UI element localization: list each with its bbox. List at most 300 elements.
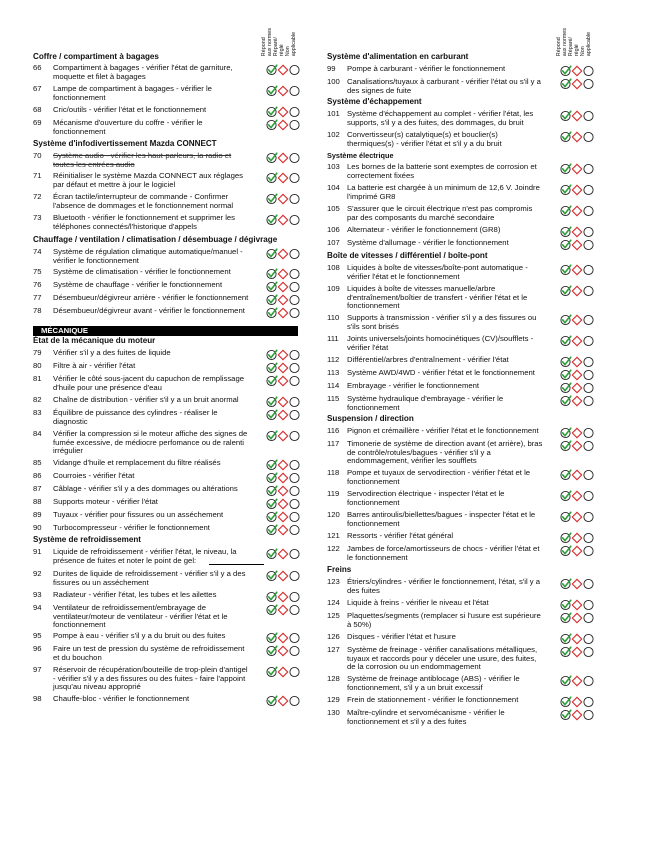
status-icons[interactable] bbox=[560, 65, 596, 77]
cross-diamond-icon[interactable] bbox=[278, 153, 287, 162]
check-circle-icon[interactable] bbox=[267, 667, 277, 676]
cross-diamond-icon[interactable] bbox=[278, 194, 287, 203]
check-circle-icon[interactable] bbox=[561, 336, 571, 345]
check-circle-icon[interactable] bbox=[267, 282, 277, 291]
status-icons[interactable] bbox=[266, 362, 302, 374]
status-icons[interactable] bbox=[560, 532, 596, 544]
description-line: Vérifier le côté sous-jacent du capuchon de remplissage bbox=[53, 374, 245, 383]
check-circle-icon[interactable] bbox=[267, 269, 277, 278]
section-heading: Boîte de vitesses / différentiel / boîte-pont bbox=[327, 251, 488, 260]
check-circle-icon[interactable] bbox=[267, 525, 277, 534]
check-circle-icon[interactable] bbox=[267, 173, 277, 182]
empty-circle-icon[interactable] bbox=[584, 697, 593, 706]
status-icons[interactable] bbox=[560, 696, 596, 708]
status-icons[interactable] bbox=[266, 666, 302, 678]
cross-diamond-icon[interactable] bbox=[572, 383, 581, 392]
cross-diamond-icon[interactable] bbox=[278, 308, 287, 317]
status-icons[interactable] bbox=[266, 268, 302, 280]
check-circle-icon[interactable] bbox=[267, 499, 277, 508]
empty-circle-icon[interactable] bbox=[584, 512, 593, 521]
empty-circle-icon[interactable] bbox=[290, 153, 299, 162]
cross-diamond-icon[interactable] bbox=[278, 512, 287, 521]
cross-diamond-icon[interactable] bbox=[572, 600, 581, 609]
check-circle-icon[interactable] bbox=[561, 697, 571, 706]
empty-circle-icon[interactable] bbox=[584, 164, 593, 173]
cross-diamond-icon[interactable] bbox=[278, 65, 287, 74]
check-circle-icon[interactable] bbox=[561, 66, 571, 75]
status-icons[interactable] bbox=[266, 632, 302, 644]
empty-circle-icon[interactable] bbox=[584, 647, 593, 656]
empty-circle-icon[interactable] bbox=[290, 86, 299, 95]
cross-diamond-icon[interactable] bbox=[278, 350, 287, 359]
empty-circle-icon[interactable] bbox=[584, 491, 593, 500]
empty-circle-icon[interactable] bbox=[584, 533, 593, 542]
check-circle-icon[interactable] bbox=[267, 633, 277, 642]
status-icons[interactable] bbox=[266, 459, 302, 471]
check-circle-icon[interactable] bbox=[561, 676, 571, 685]
cross-diamond-icon[interactable] bbox=[278, 525, 287, 534]
check-circle-icon[interactable] bbox=[561, 441, 571, 450]
check-circle-icon[interactable] bbox=[561, 79, 571, 88]
status-icons[interactable] bbox=[560, 205, 596, 217]
check-circle-icon[interactable] bbox=[267, 512, 277, 521]
cross-diamond-icon[interactable] bbox=[572, 132, 581, 141]
check-circle-icon[interactable] bbox=[267, 397, 277, 406]
status-icons[interactable] bbox=[266, 498, 302, 510]
cross-diamond-icon[interactable] bbox=[278, 473, 287, 482]
empty-circle-icon[interactable] bbox=[290, 696, 299, 705]
check-circle-icon[interactable] bbox=[561, 265, 571, 274]
empty-circle-icon[interactable] bbox=[290, 605, 299, 614]
cross-diamond-icon[interactable] bbox=[278, 363, 287, 372]
check-circle-icon[interactable] bbox=[561, 710, 571, 719]
cross-diamond-icon[interactable] bbox=[572, 676, 581, 685]
description-line: La batterie est chargée à un minimum de 12,6 V. Joindre bbox=[347, 183, 540, 192]
status-icons[interactable] bbox=[266, 193, 302, 205]
check-circle-icon[interactable] bbox=[561, 613, 571, 622]
empty-circle-icon[interactable] bbox=[584, 676, 593, 685]
empty-circle-icon[interactable] bbox=[290, 194, 299, 203]
check-circle-icon[interactable] bbox=[267, 308, 277, 317]
check-circle-icon[interactable] bbox=[267, 350, 277, 359]
item-description bbox=[347, 264, 561, 281]
status-icons[interactable] bbox=[266, 349, 302, 361]
check-circle-icon[interactable] bbox=[561, 579, 571, 588]
item-description bbox=[53, 548, 267, 565]
check-circle-icon[interactable] bbox=[561, 491, 571, 500]
status-icons[interactable] bbox=[560, 369, 596, 381]
item-number: 86 bbox=[33, 471, 42, 480]
cross-diamond-icon[interactable] bbox=[278, 282, 287, 291]
check-circle-icon[interactable] bbox=[267, 363, 277, 372]
empty-circle-icon[interactable] bbox=[584, 132, 593, 141]
status-icons[interactable] bbox=[266, 85, 302, 97]
empty-circle-icon[interactable] bbox=[290, 512, 299, 521]
status-icons[interactable] bbox=[266, 172, 302, 184]
status-icons[interactable] bbox=[266, 695, 302, 707]
item-description bbox=[53, 307, 267, 316]
status-icons[interactable] bbox=[266, 307, 302, 319]
section-heading: Système électrique bbox=[327, 151, 394, 160]
cross-diamond-icon[interactable] bbox=[572, 111, 581, 120]
check-circle-icon[interactable] bbox=[561, 634, 571, 643]
status-icons[interactable] bbox=[560, 184, 596, 196]
cross-diamond-icon[interactable] bbox=[572, 315, 581, 324]
check-circle-icon[interactable] bbox=[267, 410, 277, 419]
cross-diamond-icon[interactable] bbox=[572, 336, 581, 345]
status-icons[interactable] bbox=[560, 131, 596, 143]
status-icons[interactable] bbox=[560, 709, 596, 721]
status-icons[interactable] bbox=[560, 545, 596, 557]
description-line: Vérifier s'il y a des fuites de liquide bbox=[53, 348, 171, 357]
status-icons[interactable] bbox=[560, 226, 596, 238]
cross-diamond-icon[interactable] bbox=[572, 634, 581, 643]
description-line: fonctionnement bbox=[347, 476, 400, 486]
check-circle-icon[interactable] bbox=[267, 194, 277, 203]
empty-circle-icon[interactable] bbox=[584, 66, 593, 75]
empty-circle-icon[interactable] bbox=[290, 633, 299, 642]
status-icons[interactable] bbox=[266, 645, 302, 657]
check-circle-icon[interactable] bbox=[561, 428, 571, 437]
check-circle-icon[interactable] bbox=[561, 240, 571, 249]
check-circle-icon[interactable] bbox=[561, 286, 571, 295]
description-line: Liquide de refroidissement - vérifier l'état, le niveau, la bbox=[53, 547, 237, 556]
item-number: 108 bbox=[327, 263, 340, 272]
status-icons[interactable] bbox=[266, 375, 302, 387]
description-line: Plaquettes/segments (remplacer si l'usure est supérieure bbox=[347, 611, 541, 620]
cross-diamond-icon[interactable] bbox=[572, 579, 581, 588]
status-icons[interactable] bbox=[266, 64, 302, 76]
check-circle-icon[interactable] bbox=[267, 86, 277, 95]
status-icons[interactable] bbox=[266, 248, 302, 260]
item-description bbox=[53, 294, 267, 303]
check-circle-icon[interactable] bbox=[267, 696, 277, 705]
description-line: Pompe à carburant - vérifier le fonctionnement bbox=[347, 64, 506, 73]
check-circle-icon[interactable] bbox=[561, 396, 571, 405]
status-icons[interactable] bbox=[560, 239, 596, 251]
status-icons[interactable] bbox=[266, 396, 302, 408]
item-description bbox=[347, 578, 561, 595]
cross-diamond-icon[interactable] bbox=[278, 605, 287, 614]
empty-circle-icon[interactable] bbox=[290, 249, 299, 258]
item-number: 98 bbox=[33, 694, 42, 703]
check-circle-icon[interactable] bbox=[561, 512, 571, 521]
check-circle-icon[interactable] bbox=[561, 185, 571, 194]
empty-circle-icon[interactable] bbox=[290, 431, 299, 440]
description-line: Vérifier la compression si le moteur affiche des signes de bbox=[53, 429, 248, 438]
empty-circle-icon[interactable] bbox=[584, 336, 593, 345]
cross-diamond-icon[interactable] bbox=[278, 696, 287, 705]
empty-circle-icon[interactable] bbox=[290, 215, 299, 224]
check-circle-icon[interactable] bbox=[561, 470, 571, 479]
cross-diamond-icon[interactable] bbox=[572, 206, 581, 215]
empty-circle-icon[interactable] bbox=[290, 397, 299, 406]
cross-diamond-icon[interactable] bbox=[278, 633, 287, 642]
cross-diamond-icon[interactable] bbox=[572, 265, 581, 274]
cross-diamond-icon[interactable] bbox=[572, 164, 581, 173]
cross-diamond-icon[interactable] bbox=[572, 66, 581, 75]
check-circle-icon[interactable] bbox=[267, 486, 277, 495]
item-description bbox=[53, 268, 267, 277]
check-circle-icon[interactable] bbox=[267, 605, 277, 614]
status-icons[interactable] bbox=[266, 119, 302, 131]
cross-diamond-icon[interactable] bbox=[572, 286, 581, 295]
check-circle-icon[interactable] bbox=[267, 460, 277, 469]
cross-diamond-icon[interactable] bbox=[278, 486, 287, 495]
status-icons[interactable] bbox=[560, 675, 596, 687]
cross-diamond-icon[interactable] bbox=[278, 410, 287, 419]
item-description bbox=[53, 511, 267, 520]
check-circle-icon[interactable] bbox=[561, 357, 571, 366]
status-icons[interactable] bbox=[266, 409, 302, 421]
cross-diamond-icon[interactable] bbox=[572, 470, 581, 479]
empty-circle-icon[interactable] bbox=[290, 667, 299, 676]
empty-circle-icon[interactable] bbox=[584, 546, 593, 555]
empty-circle-icon[interactable] bbox=[290, 499, 299, 508]
status-icons[interactable] bbox=[560, 599, 596, 611]
empty-circle-icon[interactable] bbox=[290, 65, 299, 74]
empty-circle-icon[interactable] bbox=[584, 265, 593, 274]
status-icons[interactable] bbox=[266, 485, 302, 497]
check-circle-icon[interactable] bbox=[561, 383, 571, 392]
empty-circle-icon[interactable] bbox=[290, 549, 299, 558]
check-circle-icon[interactable] bbox=[267, 249, 277, 258]
status-icons[interactable] bbox=[266, 106, 302, 118]
description-line: vérifier le fonctionnement bbox=[53, 255, 139, 265]
check-circle-icon[interactable] bbox=[267, 431, 277, 440]
freeze-point-field[interactable] bbox=[209, 564, 264, 565]
cross-diamond-icon[interactable] bbox=[572, 710, 581, 719]
check-circle-icon[interactable] bbox=[267, 592, 277, 601]
check-circle-icon[interactable] bbox=[561, 164, 571, 173]
cross-diamond-icon[interactable] bbox=[278, 215, 287, 224]
cross-diamond-icon[interactable] bbox=[278, 646, 287, 655]
cross-diamond-icon[interactable] bbox=[572, 533, 581, 542]
check-circle-icon[interactable] bbox=[561, 370, 571, 379]
empty-circle-icon[interactable] bbox=[290, 295, 299, 304]
check-circle-icon[interactable] bbox=[267, 646, 277, 655]
item-description bbox=[347, 440, 561, 466]
empty-circle-icon[interactable] bbox=[290, 571, 299, 580]
empty-circle-icon[interactable] bbox=[584, 441, 593, 450]
empty-circle-icon[interactable] bbox=[290, 525, 299, 534]
cross-diamond-icon[interactable] bbox=[572, 697, 581, 706]
check-circle-icon[interactable] bbox=[561, 132, 571, 141]
status-icons[interactable] bbox=[266, 152, 302, 164]
cross-diamond-icon[interactable] bbox=[278, 107, 287, 116]
status-icons[interactable] bbox=[560, 612, 596, 624]
item-number: 88 bbox=[33, 497, 42, 506]
item-number: 78 bbox=[33, 306, 42, 315]
status-icons[interactable] bbox=[266, 591, 302, 603]
empty-circle-icon[interactable] bbox=[584, 185, 593, 194]
cross-diamond-icon[interactable] bbox=[278, 173, 287, 182]
status-icons[interactable] bbox=[560, 469, 596, 481]
check-circle-icon[interactable] bbox=[561, 111, 571, 120]
description-line: Liquides à boîte de vitesses manuelle/arbre bbox=[347, 284, 496, 293]
empty-circle-icon[interactable] bbox=[584, 79, 593, 88]
cross-diamond-icon[interactable] bbox=[572, 491, 581, 500]
empty-circle-icon[interactable] bbox=[584, 111, 593, 120]
empty-circle-icon[interactable] bbox=[290, 282, 299, 291]
status-icons[interactable] bbox=[266, 281, 302, 293]
cross-diamond-icon[interactable] bbox=[278, 431, 287, 440]
cross-diamond-icon[interactable] bbox=[278, 86, 287, 95]
cross-diamond-icon[interactable] bbox=[572, 79, 581, 88]
empty-circle-icon[interactable] bbox=[290, 308, 299, 317]
empty-circle-icon[interactable] bbox=[584, 357, 593, 366]
status-icons[interactable] bbox=[560, 578, 596, 590]
empty-circle-icon[interactable] bbox=[584, 240, 593, 249]
cross-diamond-icon[interactable] bbox=[278, 592, 287, 601]
cross-diamond-icon[interactable] bbox=[572, 185, 581, 194]
item-number: 104 bbox=[327, 183, 340, 192]
empty-circle-icon[interactable] bbox=[290, 646, 299, 655]
empty-circle-icon[interactable] bbox=[584, 579, 593, 588]
empty-circle-icon[interactable] bbox=[584, 383, 593, 392]
status-icons[interactable] bbox=[266, 472, 302, 484]
description-line: Réinitialiser le système Mazda CONNECT aux réglages bbox=[53, 171, 243, 180]
item-description bbox=[347, 226, 561, 235]
empty-circle-icon[interactable] bbox=[290, 363, 299, 372]
cross-diamond-icon[interactable] bbox=[572, 546, 581, 555]
item-number: 105 bbox=[327, 204, 340, 213]
empty-circle-icon[interactable] bbox=[584, 710, 593, 719]
check-circle-icon[interactable] bbox=[267, 153, 277, 162]
cross-diamond-icon[interactable] bbox=[572, 357, 581, 366]
item-number: 111 bbox=[327, 334, 339, 343]
check-circle-icon[interactable] bbox=[561, 647, 571, 656]
item-number: 66 bbox=[33, 63, 42, 72]
empty-circle-icon[interactable] bbox=[584, 634, 593, 643]
cross-diamond-icon[interactable] bbox=[572, 441, 581, 450]
check-circle-icon[interactable] bbox=[267, 473, 277, 482]
check-circle-icon[interactable] bbox=[561, 546, 571, 555]
check-circle-icon[interactable] bbox=[561, 600, 571, 609]
cross-diamond-icon[interactable] bbox=[278, 376, 287, 385]
description-line: par des composants du marché secondaire bbox=[347, 212, 495, 222]
status-icons[interactable] bbox=[560, 285, 596, 297]
empty-circle-icon[interactable] bbox=[290, 350, 299, 359]
check-circle-icon[interactable] bbox=[561, 206, 571, 215]
cross-diamond-icon[interactable] bbox=[278, 667, 287, 676]
empty-circle-icon[interactable] bbox=[584, 428, 593, 437]
empty-circle-icon[interactable] bbox=[584, 396, 593, 405]
cross-diamond-icon[interactable] bbox=[572, 512, 581, 521]
cross-diamond-icon[interactable] bbox=[278, 460, 287, 469]
item-description bbox=[347, 633, 561, 642]
status-icons[interactable] bbox=[560, 646, 596, 658]
empty-circle-icon[interactable] bbox=[290, 376, 299, 385]
cross-diamond-icon[interactable] bbox=[278, 249, 287, 258]
header-label: Non applicable bbox=[284, 31, 297, 56]
status-icons[interactable] bbox=[266, 430, 302, 442]
status-icons[interactable] bbox=[560, 163, 596, 175]
empty-circle-icon[interactable] bbox=[290, 120, 299, 129]
empty-circle-icon[interactable] bbox=[584, 315, 593, 324]
status-icons[interactable] bbox=[266, 214, 302, 226]
empty-circle-icon[interactable] bbox=[290, 107, 299, 116]
check-circle-icon[interactable] bbox=[561, 315, 571, 324]
cross-diamond-icon[interactable] bbox=[572, 396, 581, 405]
cross-diamond-icon[interactable] bbox=[278, 397, 287, 406]
empty-circle-icon[interactable] bbox=[290, 473, 299, 482]
empty-circle-icon[interactable] bbox=[584, 370, 593, 379]
description-line: Turbocompresseur - vérifier le fonctionnement bbox=[53, 523, 210, 532]
status-icons[interactable] bbox=[560, 110, 596, 122]
item-description bbox=[347, 612, 561, 629]
status-icons[interactable] bbox=[266, 294, 302, 306]
status-icons[interactable] bbox=[560, 335, 596, 347]
cross-diamond-icon[interactable] bbox=[278, 549, 287, 558]
status-icons[interactable] bbox=[266, 604, 302, 616]
cross-diamond-icon[interactable] bbox=[278, 269, 287, 278]
check-circle-icon[interactable] bbox=[267, 295, 277, 304]
empty-circle-icon[interactable] bbox=[290, 173, 299, 182]
status-icons[interactable] bbox=[560, 427, 596, 439]
check-circle-icon[interactable] bbox=[267, 107, 277, 116]
status-icons[interactable] bbox=[560, 395, 596, 407]
cross-diamond-icon[interactable] bbox=[572, 240, 581, 249]
cross-diamond-icon[interactable] bbox=[278, 499, 287, 508]
status-icons[interactable] bbox=[266, 548, 302, 560]
check-circle-icon[interactable] bbox=[561, 227, 571, 236]
empty-circle-icon[interactable] bbox=[584, 286, 593, 295]
status-icons[interactable] bbox=[560, 78, 596, 90]
empty-circle-icon[interactable] bbox=[290, 460, 299, 469]
cross-diamond-icon[interactable] bbox=[572, 613, 581, 622]
empty-circle-icon[interactable] bbox=[290, 592, 299, 601]
check-circle-icon[interactable] bbox=[267, 571, 277, 580]
description-line: Bluetooth - vérifier le fonctionnement et supprimer les bbox=[53, 213, 236, 222]
status-icons[interactable] bbox=[560, 440, 596, 452]
check-circle-icon[interactable] bbox=[267, 215, 277, 224]
status-icons[interactable] bbox=[560, 314, 596, 326]
empty-circle-icon[interactable] bbox=[584, 470, 593, 479]
check-circle-icon[interactable] bbox=[267, 549, 277, 558]
check-circle-icon[interactable] bbox=[267, 376, 277, 385]
item-number: 80 bbox=[33, 361, 42, 370]
status-icons[interactable] bbox=[560, 356, 596, 368]
empty-circle-icon[interactable] bbox=[584, 600, 593, 609]
status-icons[interactable] bbox=[266, 511, 302, 523]
empty-circle-icon[interactable] bbox=[584, 613, 593, 622]
empty-circle-icon[interactable] bbox=[584, 227, 593, 236]
description-line: Système d'échappement au complet - vérifier l'état, les bbox=[347, 109, 534, 118]
cross-diamond-icon[interactable] bbox=[572, 647, 581, 656]
item-number: 101 bbox=[327, 109, 340, 118]
check-circle-icon[interactable] bbox=[267, 120, 277, 129]
check-circle-icon[interactable] bbox=[561, 533, 571, 542]
status-icons[interactable] bbox=[560, 382, 596, 394]
empty-circle-icon[interactable] bbox=[290, 410, 299, 419]
status-icons[interactable] bbox=[266, 570, 302, 582]
status-icons[interactable] bbox=[560, 490, 596, 502]
status-icons[interactable] bbox=[560, 633, 596, 645]
status-icons[interactable] bbox=[560, 264, 596, 276]
empty-circle-icon[interactable] bbox=[290, 486, 299, 495]
status-icons[interactable] bbox=[560, 511, 596, 523]
cross-diamond-icon[interactable] bbox=[278, 295, 287, 304]
empty-circle-icon[interactable] bbox=[290, 269, 299, 278]
cross-diamond-icon[interactable] bbox=[572, 428, 581, 437]
cross-diamond-icon[interactable] bbox=[278, 571, 287, 580]
empty-circle-icon[interactable] bbox=[584, 206, 593, 215]
cross-diamond-icon[interactable] bbox=[572, 370, 581, 379]
cross-diamond-icon[interactable] bbox=[278, 120, 287, 129]
check-circle-icon[interactable] bbox=[267, 65, 277, 74]
cross-diamond-icon[interactable] bbox=[572, 227, 581, 236]
